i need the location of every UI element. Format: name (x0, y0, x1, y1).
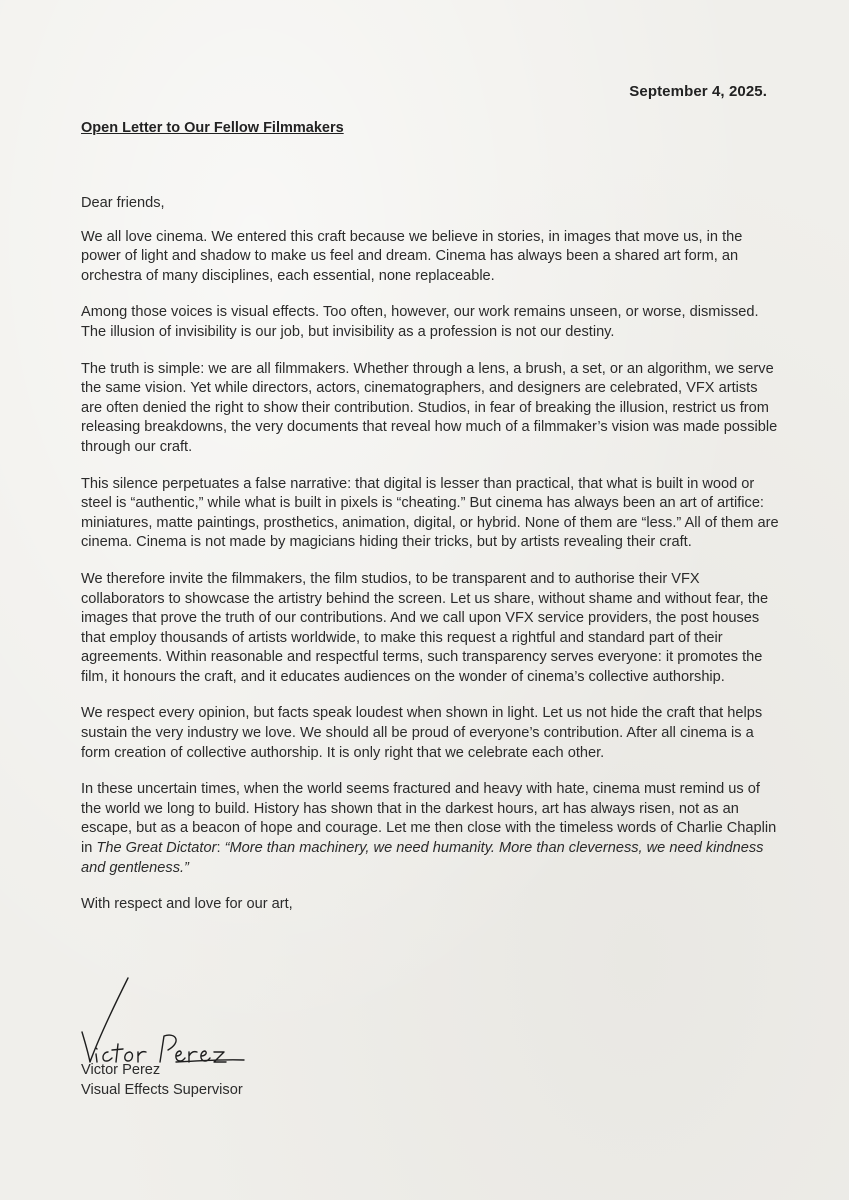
paragraph-5: We therefore invite the filmmakers, the film studios, to be transparent and to authorise their VFX collaborators to showcase the artistry behind the screen. Let us share, without shame and without fear, the images that prove the truth of our contributions. And we call upon VFX service providers, the post houses that employ thousands of artists worldwide, to make this request a rightful and standard part of their agreements. Within reasonable and respectful terms, such transparency serves everyone: it promotes the film, it honours the craft, and it educates audiences on the wonder of cinema’s collective authorship. (81, 570, 769, 685)
closing-line: With respect and love for our art, (81, 896, 293, 913)
salutation: Dear friends, (81, 195, 165, 211)
signer-name: Victor Perez (81, 1062, 161, 1078)
handwritten-signature (76, 970, 246, 1070)
signer-role: Visual Effects Supervisor (81, 1082, 243, 1098)
film-title: The Great Dictator (96, 840, 217, 857)
paragraph-6: We respect every opinion, but facts speak loudest when shown in light. Let us not hide the craft that helps sustain the very industry we love. We should all be proud of everyone’s contribution. After all cinema is a form creation of collective authorship. It is only right that we celebrate each other. (81, 705, 763, 761)
paragraph-1: We all love cinema. We entered this craft because we believe in stories, in images that move us, in the power of light and shadow to make us feel and dream. Cinema has always been a shared art form, an orchestra of many disciplines, each essential, none replaceable. (81, 228, 743, 284)
paragraph-4: This silence perpetuates a false narrative: that digital is lesser than practical, that what is built in wood or steel is “authentic,” while what is built in pixels is “cheating.” But cinema has always been an art of artifice: miniatures, matte paintings, prosthetics, animation, digital, or hybrid. None of them are “less.” All of them are cinema. Cinema is not made by magicians hiding their tricks, but by artists revealing their craft. (81, 475, 779, 551)
letter-body (81, 194, 781, 932)
paragraph-7 (81, 780, 781, 878)
chaplin-quote: “More than machinery, we need humanity. More than cleverness, we need kindness and gentleness.” (81, 840, 764, 876)
paragraph-7-lead: In these uncertain times, when the world seems fractured and heavy with hate, cinema must remind us of the world we long to build. History has shown that in the darkest hours, art has always risen, not as an escape, but as a beacon of hope and courage. Let me then close with the timeless words of Charlie Chaplin in (81, 781, 777, 857)
paragraph-3: The truth is simple: we are all filmmakers. Whether through a lens, a brush, a set, or an algorithm, we serve the same vision. Yet while directors, actors, cinematographers, and designers are celebrated, VFX artists are often denied the right to show their contribution. Studios, in fear of breaking the illusion, restrict us from releasing breakdowns, the very documents that reveal how much of a filmmaker’s vision was made possible through our craft. (81, 360, 778, 455)
signer-block (81, 1060, 243, 1100)
letter-title: Open Letter to Our Fellow Filmmakers (81, 120, 344, 136)
letter-date: September 4, 2025. (629, 83, 767, 100)
paragraph-7-colon: : (216, 840, 225, 857)
paragraph-2: Among those voices is visual effects. Too often, however, our work remains unseen, or worse, dismissed. The illusion of invisibility is our job, but invisibility as a profession is not our destiny. (81, 304, 759, 340)
